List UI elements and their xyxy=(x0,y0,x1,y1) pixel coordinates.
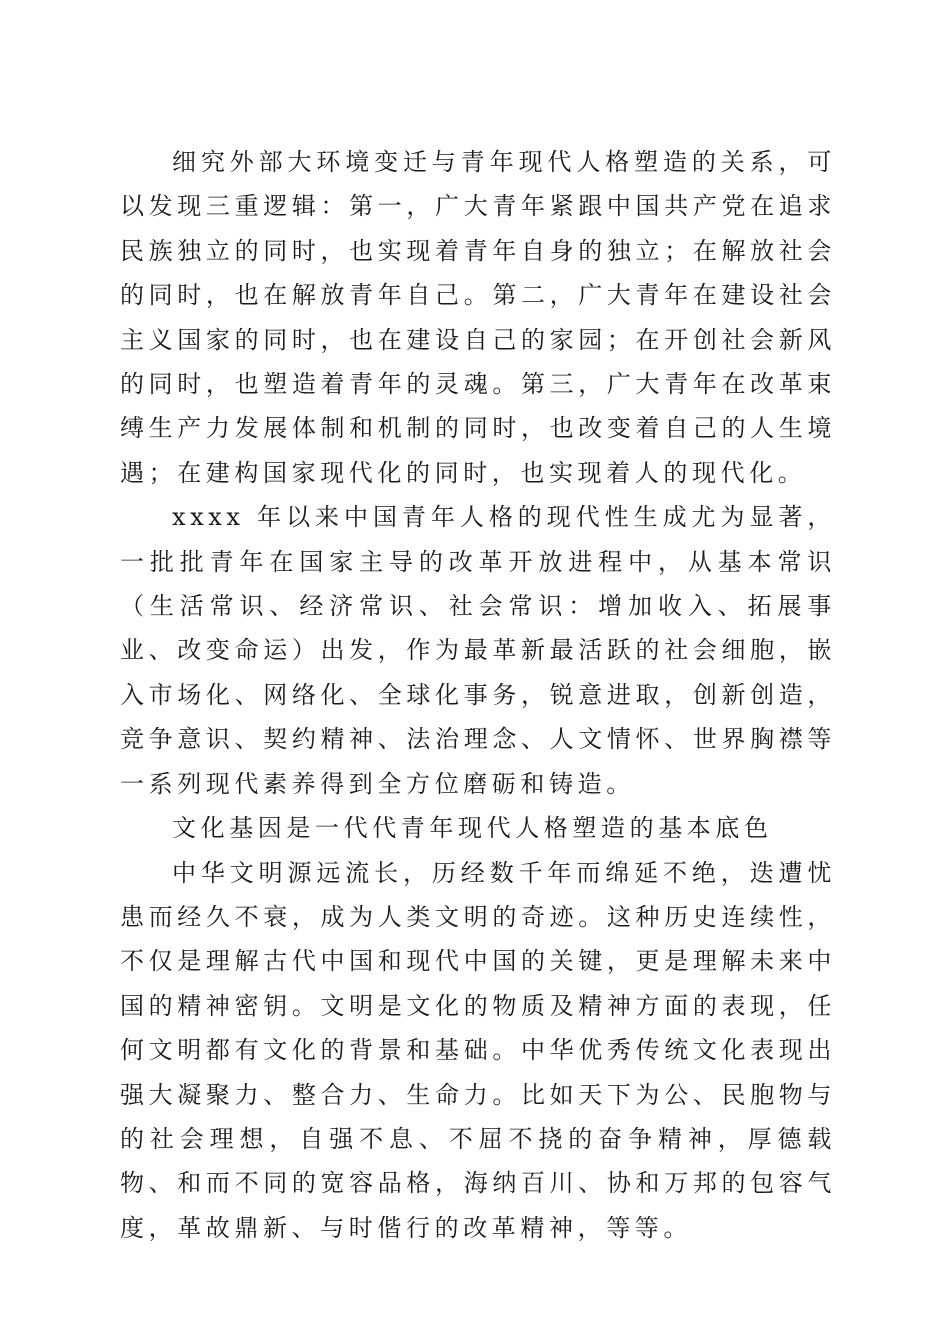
paragraph-modernity-since-reform: xxxx 年以来中国青年人格的现代性生成尤为显著，一批批青年在国家主导的改革开放进程中，从基本常识（生活常识、经济常识、社会常识：增加收入、拓展事业、改变命运）出发，作为最革新最活跃的社会细胞，嵌入市场化、网络化、全球化事务，锐意进取，创新创造，竞争意识、契约精神、法治理念、人文情怀、世界胸襟等一系列现代素养得到全方位磨砺和铸造。 xyxy=(120,503,836,798)
section-heading: 文化基因是一代代青年现代人格塑造的基本底色 xyxy=(172,814,773,843)
document-body xyxy=(120,140,836,1250)
paragraph-chinese-civilization: 中华文明源远流长，历经数千年而绵延不绝，迭遭忧患而经久不衰，成为人类文明的奇迹。这种历史连续性，不仅是理解古代中国和现代中国的关键，更是理解未来中国的精神密钥。文明是文化的物质及精神方面的表现，任何文明都有文化的背景和基础。中华优秀传统文化表现出强大凝聚力、整合力、生命力。比如天下为公、民胞物与的社会理想，自强不息、不屈不挠的奋争精神，厚德载物、和而不同的宽容品格，海纳百川、协和万邦的包容气度，革故鼎新、与时偕行的改革精神，等等。 xyxy=(120,858,836,1242)
paragraph-three-logics: 细究外部大环境变迁与青年现代人格塑造的关系，可以发现三重逻辑：第一，广大青年紧跟中国共产党在追求民族独立的同时，也实现着青年自身的独立；在解放社会的同时，也在解放青年自己。第二，广大青年在建设社会主义国家的同时，也在建设自己的家园；在开创社会新风的同时，也塑造着青年的灵魂。第三，广大青年在改革束缚生产力发展体制和机制的同时，也改变着自己的人生境遇；在建构国家现代化的同时，也实现着人的现代化。 xyxy=(120,148,836,487)
